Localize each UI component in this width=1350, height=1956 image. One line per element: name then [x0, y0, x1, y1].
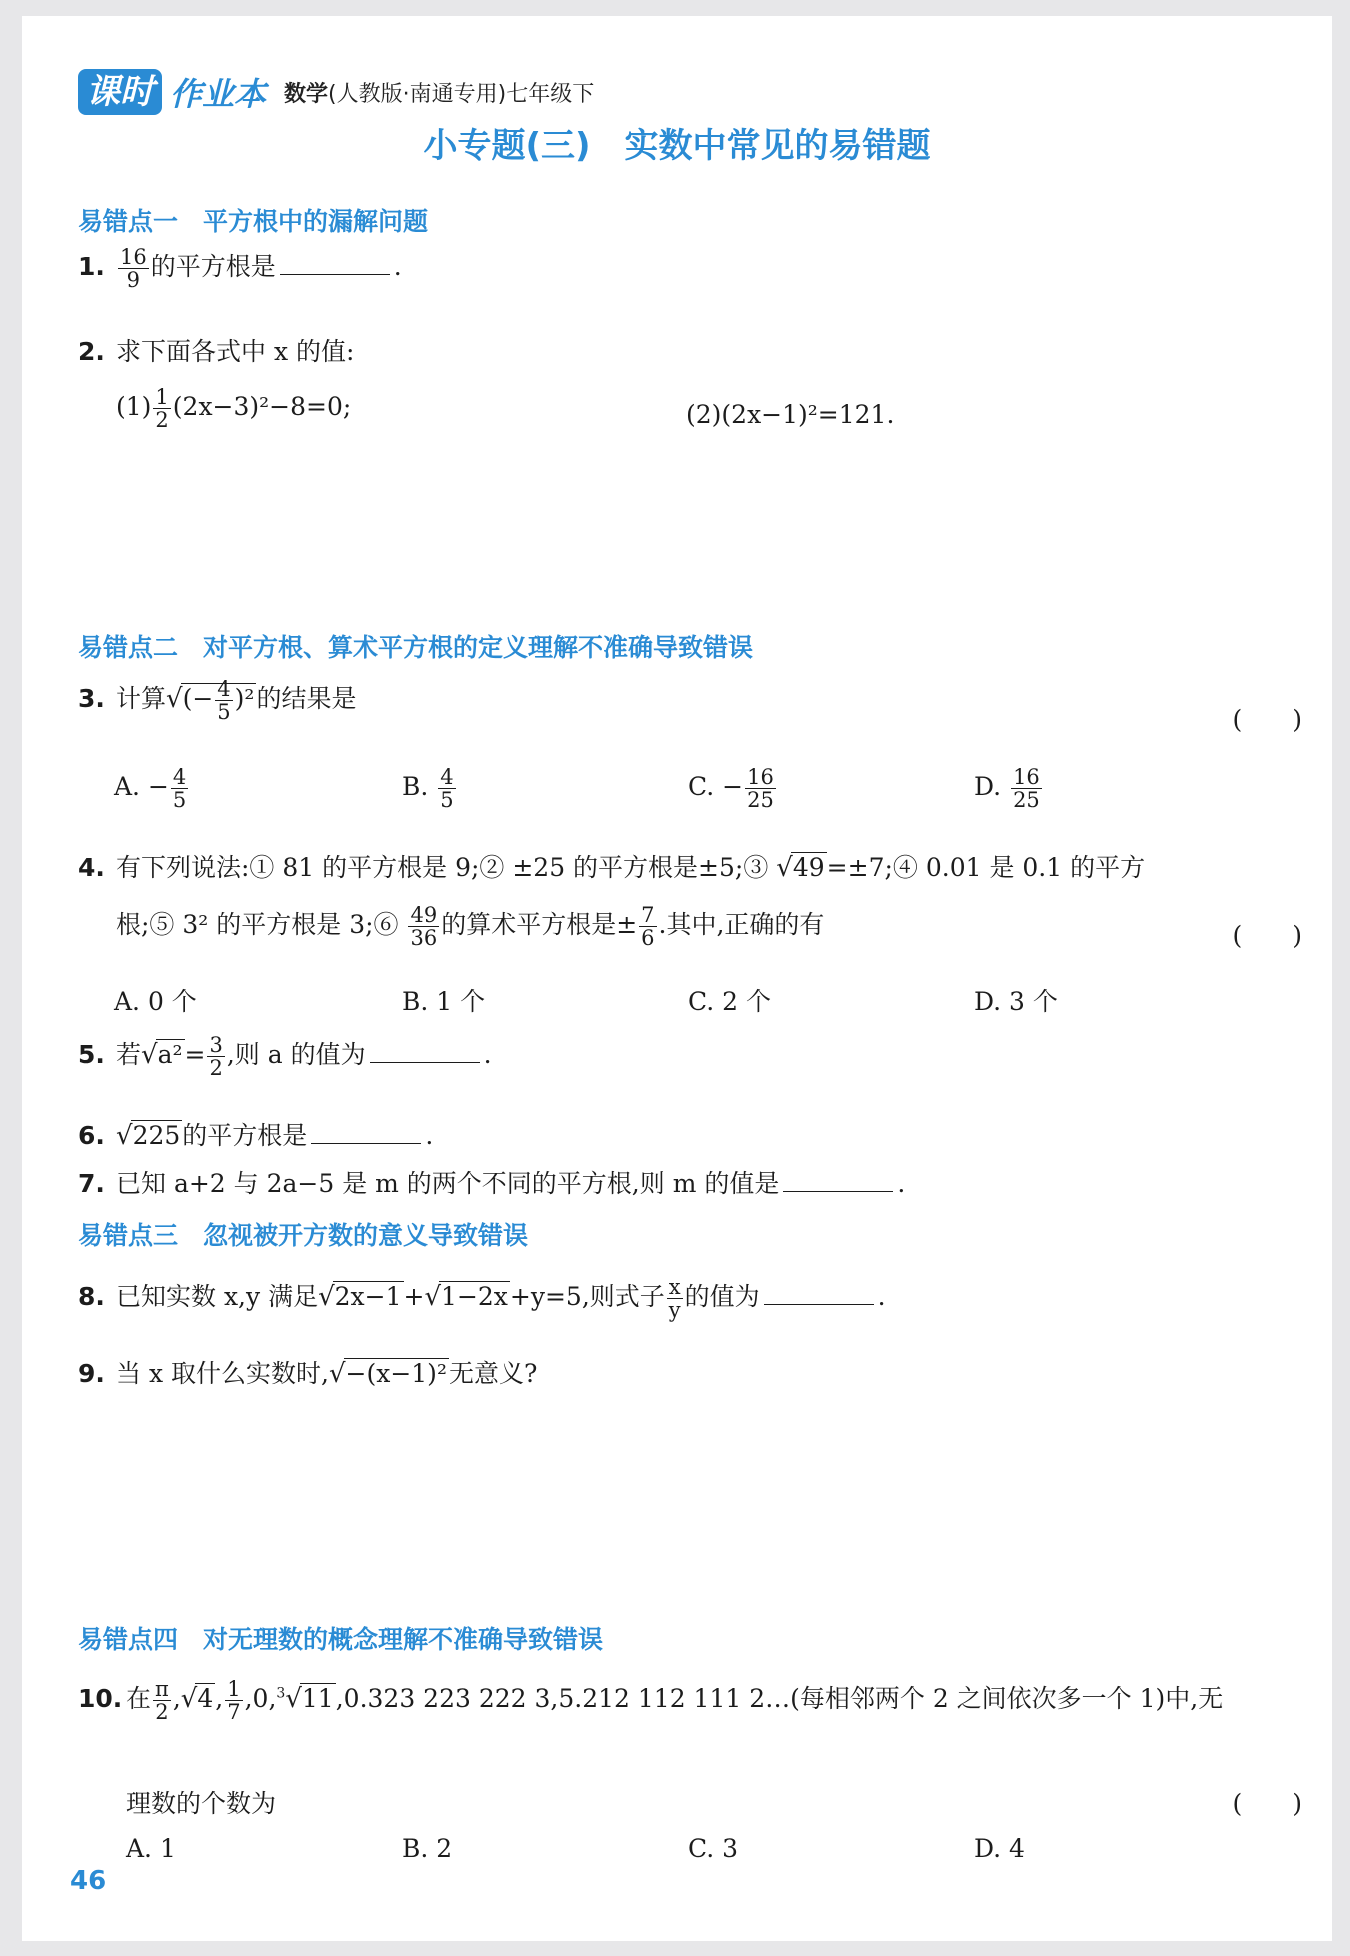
question-1: 1. $\frac{16}{9}$ 的平方根是 .: [78, 245, 402, 293]
question-10-line-2: 理数的个数为: [126, 1789, 277, 1818]
answer-blank[interactable]: [783, 1171, 893, 1192]
question-7: 7. 已知 a+2 与 2a−5 是 m 的两个不同的平方根,则 m 的值是 .: [78, 1169, 906, 1198]
question-8: 8. 已知实数 x,y 满足√2x−1+√1−2x+y=5,则式子 $\frac{x}{y}$ 的值为 .: [78, 1275, 886, 1323]
question-6: 6. √225的平方根是 .: [78, 1121, 434, 1151]
question-2: 2. 求下面各式中 x 的值:: [78, 337, 355, 366]
option-c-4[interactable]: C. 2 个: [688, 987, 771, 1016]
option-c-3[interactable]: C. − $\frac{16}{25}$: [688, 765, 774, 813]
book-info: 数学(人教版·南通专用)七年级下: [284, 81, 595, 107]
page-title: 小专题(三) 实数中常见的易错题: [423, 126, 931, 166]
question-4-line-1: 4. 有下列说法:① 81 的平方根是 9;② ±25 的平方根是±5;③ √49=±7;④ 0.01 是 0.1 的平方: [78, 853, 1146, 883]
option-d-10[interactable]: D. 4: [974, 1834, 1025, 1863]
option-b-4[interactable]: B. 1 个: [402, 987, 486, 1016]
answer-paren-3[interactable]: ( ): [1232, 705, 1302, 734]
answer-blank[interactable]: [280, 254, 390, 275]
option-b-10[interactable]: B. 2: [402, 1834, 453, 1863]
page: [22, 16, 1332, 1941]
question-3: 3. 计算√(− $\frac{4}{5}$ )²的结果是: [78, 677, 357, 725]
answer-blank[interactable]: [370, 1042, 480, 1063]
logo: 课时: [78, 69, 162, 115]
section-heading-4: 易错点四 对无理数的概念理解不准确导致错误: [78, 1625, 604, 1654]
option-d-3[interactable]: D. $\frac{16}{25}$: [974, 765, 1040, 813]
section-heading-3: 易错点三 忽视被开方数的意义导致错误: [78, 1221, 529, 1250]
option-b-3[interactable]: B. $\frac{4}{5}$: [402, 765, 454, 813]
option-d-4[interactable]: D. 3 个: [974, 987, 1058, 1016]
header: [78, 66, 594, 118]
question-5: 5. 若√a²= $\frac{3}{2}$ ,则 a 的值为 .: [78, 1033, 492, 1081]
option-a-10[interactable]: A. 1: [126, 1834, 176, 1863]
answer-paren-4[interactable]: ( ): [1232, 921, 1302, 950]
page-number: 46: [70, 1866, 107, 1896]
question-10-line-1: 10. 在 $\frac{\pi}{2}$ ,√4, $\frac{1}{7}$ ,0,$^3$√11,0.323 223 222 3,5.212 112 111 2…(每相邻两个 2 之间依次多一个 1)中,无: [78, 1677, 1224, 1725]
answer-blank[interactable]: [764, 1284, 874, 1305]
brand-title: 作业本: [170, 75, 267, 113]
question-4-line-2: 根;⑤ 3² 的平方根是 3;⑥ $\frac{49}{36}$ 的算术平方根是± $\frac{7}{6}$ .其中,正确的有: [116, 903, 825, 951]
option-a-3[interactable]: A. − $\frac{4}{5}$: [114, 765, 187, 813]
option-c-10[interactable]: C. 3: [688, 1834, 739, 1863]
question-9: 9. 当 x 取什么实数时,√−(x−1)²无意义?: [78, 1359, 538, 1389]
answer-blank[interactable]: [311, 1123, 421, 1144]
question-2-part-1: (1) $\frac{1}{2}$ (2x−3)²−8=0;: [116, 385, 352, 433]
question-2-part-2: (2)(2x−1)²=121.: [686, 400, 895, 429]
answer-paren-10[interactable]: ( ): [1232, 1789, 1302, 1818]
section-heading-1: 易错点一 平方根中的漏解问题: [78, 207, 429, 236]
option-a-4[interactable]: A. 0 个: [114, 987, 197, 1016]
section-heading-2: 易错点二 对平方根、算术平方根的定义理解不准确导致错误: [78, 633, 754, 662]
